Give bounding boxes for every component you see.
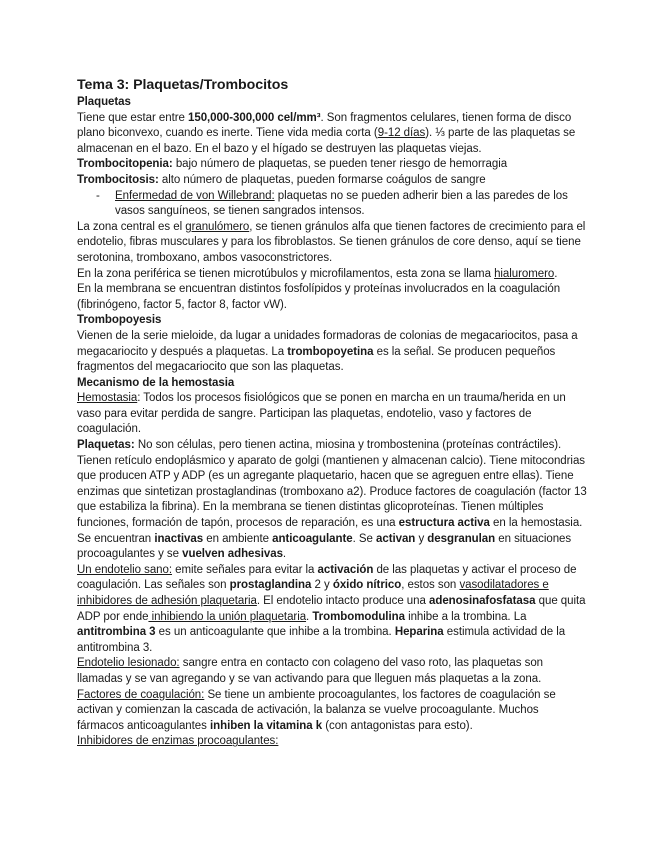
term: Trombocitosis: — [77, 173, 159, 186]
term: Plaquetas: — [77, 439, 135, 452]
term: granulómero — [185, 220, 250, 233]
term: óxido nítrico — [332, 579, 402, 592]
text: . Son fragmentos celulares, tienen forma de disco plano biconvexo, cuando es inerte. Tiene vida media corta ( — [77, 111, 572, 140]
text: es la señal. Se producen pequeños fragmentos del megacariocito que son las plaquetas. — [77, 345, 556, 374]
text: : Todos los procesos fisiológicos que se ponen en marcha en un trauma/herida en un vaso para evitar perdida de sangre. Participan las plaquetas, endotelio, vaso y factores de coagulación. — [77, 392, 566, 436]
text: . Se — [352, 532, 376, 545]
text: es un anticoagulante que inhibe a la trombina. — [155, 626, 395, 639]
text: de las plaquetas y activar el proceso de coagulación. Las señales son — [77, 563, 577, 592]
paragraph-trombocitopenia — [77, 157, 587, 173]
text: Se tiene un ambiente procoagulantes, los factores de coagulación se activan y comienzan la cascada de activación, la balanza se vuelve procoagulante. Muchos fármacos anticoagulantes — [77, 688, 556, 732]
text: Vienen de la serie mieloide, da lugar a unidades formadoras de colonias de megacariocitos, pasa a megacariocito y después a plaquetas. La — [77, 329, 578, 358]
term: trombopoyetina — [287, 345, 374, 358]
text: inhibe a la trombina. La — [404, 610, 527, 623]
term: prostaglandina — [229, 579, 312, 592]
term: activan — [376, 532, 416, 545]
text: bajo número de plaquetas, se pueden tener riesgo de hemorragia — [172, 158, 508, 171]
bullet-von-willebrand — [77, 189, 587, 220]
text: sangre entra en contacto con colageno del vaso roto, las plaquetas son llamadas y se van agregando y se van activando para que lleguen más plaquetas a la zona. — [77, 657, 544, 685]
text: . — [306, 610, 313, 623]
term: hialuromero — [494, 267, 555, 280]
paragraph-plaquetas-detail — [77, 438, 587, 532]
paragraph-hialuromero — [77, 267, 587, 283]
text: La zona central es el — [77, 220, 186, 233]
paragraph-factores-coagulacion — [77, 688, 587, 735]
term: vuelven adhesivas — [182, 548, 283, 561]
term: Un endotelio sano: — [77, 563, 173, 576]
term: desgranulan — [427, 532, 496, 545]
term: Enfermedad de von Willebrand: — [115, 189, 275, 202]
text: y — [415, 532, 428, 545]
text: emite señales para evitar la — [172, 563, 318, 576]
text: , se tienen gránulos alfa que tienen factores de crecimiento para el endotelio, fibras musculares y para los fibroblastos. Se tienen gránulos de core denso, aquí se tiene serotonina, tromboxano, ambos vasoconstrictores. — [77, 220, 586, 264]
text: en ambiente — [203, 532, 273, 545]
text: . El endotelio intacto produce una — [256, 595, 429, 607]
term: Inhibidores de enzimas procoagulantes: — [77, 735, 279, 748]
paragraph-endotelio-sano — [77, 563, 587, 657]
text: , estos son — [401, 579, 460, 592]
text: Tiene que estar entre — [77, 111, 188, 124]
term: Endotelio lesionado: — [77, 657, 180, 670]
term: inactivas — [154, 532, 204, 545]
text: estimula actividad de la antitrombina 3. — [77, 626, 566, 654]
text: en situaciones procoagulantes y se — [77, 532, 572, 561]
paragraph-hemostasia — [77, 391, 587, 438]
term: estructura activa — [398, 517, 490, 530]
term: Trombocitopenia: — [77, 158, 173, 171]
section-heading-mecanismo: Mecanismo de la hemostasia — [77, 376, 235, 389]
term: inhibiendo la unión plaquetaria — [148, 610, 307, 623]
term: vasodilatadores e inhibidores de adhesión plaquetaria — [77, 579, 549, 607]
text: No son células, pero tienen actina, miosina y trombostenina (proteínas contráctiles). Tienen retículo endoplásmico y aparato de golgi (mantienen y almacenan calcio). Tiene mitocondrias que producen ATP y ADP (es un agregante plaquetario, hacen que se agreguen entre ellas). Tiene enzimas que sintetizan prostaglandinas (tromboxano a2). Produce factores de coagulación (factor 13 que estabiliza la fibrina). En la membrana se tienen distintas glicoproteínas. Tienen múltiples funciones, formación de tapón, procesos de reparación, es una — [77, 439, 587, 530]
term: inhiben la vitamina k — [210, 719, 323, 732]
paragraph-inactivas — [77, 532, 587, 563]
text: En la zona periférica se tienen microtúbulos y microfilamentos, esta zona se llama — [77, 267, 495, 280]
paragraph-trombopoyesis — [77, 329, 587, 376]
section-heading-trombopoyesis: Trombopoyesis — [77, 314, 162, 327]
term: activación — [317, 563, 374, 576]
paragraph-trombocitosis — [77, 173, 587, 189]
bullet-dash: - — [96, 189, 100, 202]
term: Heparina — [394, 626, 444, 639]
text: 2 y — [311, 579, 333, 592]
text: Se encuentran — [77, 532, 155, 545]
paragraph-membrana: En la membrana se encuentran distintos fosfolípidos y proteínas involucrados en la coagulación (fibrinógeno, factor 5, factor 8, factor vW). — [77, 283, 561, 311]
term: Hemostasia — [77, 392, 138, 405]
paragraph-inhibidores — [77, 734, 587, 750]
term: Trombomodulina — [312, 610, 405, 623]
term: anticoagulante — [272, 532, 353, 545]
text: alto número de plaquetas, pueden formarse coágulos de sangre — [158, 173, 486, 186]
term: Factores de coagulación: — [77, 688, 205, 701]
text: que quita ADP por ende — [77, 595, 586, 623]
term: adenosinafosfatasa — [429, 595, 536, 607]
text: . — [554, 267, 558, 280]
half-life-link: 9-12 días — [377, 127, 426, 140]
paragraph-endotelio-lesionado — [77, 656, 587, 687]
text: ). ⅓ parte de las plaquetas se almacenan en el bazo. En el bazo y el hígado se destruyen las plaquetas viejas. — [77, 127, 576, 155]
text: en la hemostasia. — [489, 517, 583, 530]
text: . — [282, 548, 287, 561]
text: (con antagonistas para esto). — [322, 719, 473, 732]
paragraph-platelet-count — [77, 111, 587, 158]
term: antitrombina 3 — [77, 626, 156, 639]
paragraph-granulomero — [77, 220, 587, 267]
text: plaquetas no se pueden adherir bien a las paredes de los vasos sanguíneos, se tienen sangrados intensos. — [115, 189, 568, 218]
document-page — [77, 76, 587, 750]
section-heading-plaquetas: Plaquetas — [77, 96, 131, 108]
document-title: Tema 3: Plaquetas/Trombocitos — [77, 77, 289, 93]
platelet-range: 150,000-300,000 cel/mm³ — [188, 111, 321, 124]
